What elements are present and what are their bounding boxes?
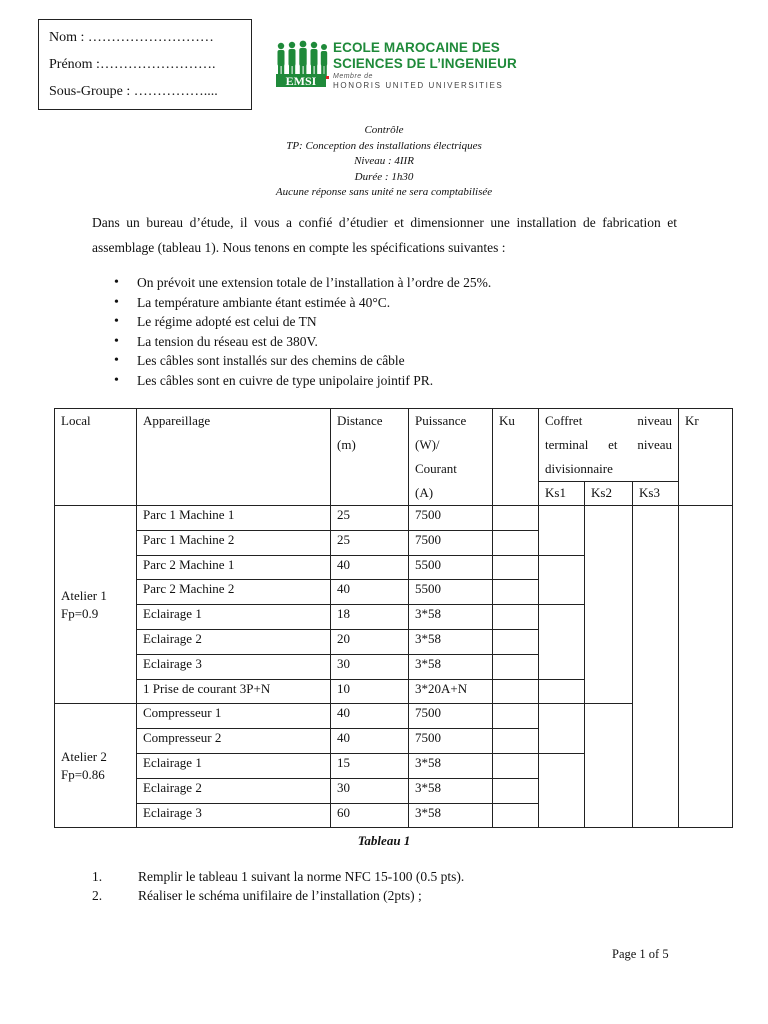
atelier2-cell [55,704,137,828]
puissance-cell: 3*58 [409,778,493,803]
appareillage-cell: 1 Prise de courant 3P+N [137,679,331,704]
ks1-cell[interactable] [539,506,585,556]
appareillage-cell: Compresseur 2 [137,729,331,754]
puissance-cell: 5500 [409,555,493,580]
list-item: • Les câbles sont installés sur des chemins de câble [110,351,491,371]
puissance-cell: 3*58 [409,753,493,778]
puissance-cell: 3*20A+N [409,679,493,704]
puissance-cell: 5500 [409,580,493,605]
emsi-logo [274,40,330,88]
nom-field[interactable]: Nom : ……………………… [49,30,214,45]
installation-table [54,408,733,828]
atelier1-name: Atelier 1 [61,587,107,603]
header-appareillage: Appareillage [137,409,331,506]
header-ku: Ku [493,409,539,506]
student-id-box [38,19,252,110]
header-ks2: Ks2 [585,482,633,506]
ku-cell[interactable] [493,679,539,704]
ks1-cell[interactable] [539,679,585,704]
ks2-cell[interactable] [585,704,633,828]
distance-cell: 18 [331,605,409,630]
ks3-cell[interactable] [633,506,679,828]
sous-groupe-field[interactable]: Sous-Groupe : …………….... [49,84,218,99]
appareillage-cell: Eclairage 1 [137,753,331,778]
intro-paragraph: Dans un bureau d’étude, il vous a confié d’étudier et dimensionner une installation de fabrication et assemblage (tableau 1). Nous tenons en compte les spécifications suivantes : [92,215,677,255]
ku-cell[interactable] [493,803,539,828]
header-distance [331,409,409,506]
appareillage-cell: Eclairage 2 [137,629,331,654]
distance-cell: 30 [331,654,409,679]
member-label: Membre de [333,73,373,80]
ku-cell[interactable] [493,654,539,679]
question-1 [92,867,464,887]
table-caption: Tableau 1 [357,833,411,848]
header-coffret [539,409,679,482]
ku-cell[interactable] [493,530,539,555]
prenom-field[interactable]: Prénom :……………………. [49,57,216,72]
distance-cell: 10 [331,679,409,704]
header-ks3: Ks3 [633,482,679,506]
exam-duration: Durée : 1h30 [354,170,414,183]
header-puissance-line4: (A) [415,485,434,500]
ku-cell[interactable] [493,729,539,754]
puissance-cell: 3*58 [409,629,493,654]
exam-subject: TP: Conception des installations électriques [286,139,482,152]
header-distance-line1: Distance [337,413,383,428]
ks1-cell[interactable] [539,605,585,679]
distance-cell: 30 [331,778,409,803]
ku-cell[interactable] [493,753,539,778]
question-number: 1. [92,869,103,884]
ku-cell[interactable] [493,555,539,580]
question-number: 2. [92,888,103,903]
header-coffret-line2: terminal et niveau [545,437,672,452]
atelier1-cell [55,506,137,704]
appareillage-cell: Parc 2 Machine 1 [137,555,331,580]
header-local: Local [55,409,137,506]
header-coffret-line1: Coffret niveau [545,413,672,428]
school-name [333,40,517,91]
appareillage-cell: Parc 1 Machine 2 [137,530,331,555]
appareillage-cell: Eclairage 1 [137,605,331,630]
distance-cell: 40 [331,580,409,605]
table-row [55,506,733,531]
page-number: Page 1 of 5 [612,947,669,961]
atelier1-fp: Fp=0.9 [61,605,99,621]
list-item: • La tension du réseau est de 380V. [110,332,491,352]
appareillage-cell: Eclairage 3 [137,803,331,828]
ku-cell[interactable] [493,704,539,729]
puissance-cell: 7500 [409,704,493,729]
header-puissance-line1: Puissance [415,413,467,428]
list-item: • Les câbles sont en cuivre de type unipolaire jointif PR. [110,371,491,391]
header-puissance-line3: Courant [415,461,457,476]
header-ks1: Ks1 [539,482,585,506]
appareillage-cell: Eclairage 3 [137,654,331,679]
list-item: • Le régime adopté est celui de TN [110,312,491,332]
ku-cell[interactable] [493,605,539,630]
distance-cell: 40 [331,704,409,729]
ku-cell[interactable] [493,580,539,605]
distance-cell: 25 [331,506,409,531]
puissance-cell: 3*58 [409,654,493,679]
kr-cell[interactable] [679,506,733,828]
appareillage-cell: Parc 2 Machine 2 [137,580,331,605]
header-puissance-line2: (W)/ [415,437,440,452]
appareillage-cell: Parc 1 Machine 1 [137,506,331,531]
puissance-cell: 7500 [409,530,493,555]
header-kr: Kr [679,409,733,506]
distance-cell: 15 [331,753,409,778]
appareillage-cell: Eclairage 2 [137,778,331,803]
emsi-logo-label: EMSI [285,74,317,88]
question-text: Remplir le tableau 1 suivant la norme NFC 15-100 (0.5 pts). [138,869,465,884]
school-name-line1: ECOLE MAROCAINE DES [333,40,500,55]
question-2 [92,886,422,906]
ks1-cell[interactable] [539,704,585,754]
distance-cell: 40 [331,555,409,580]
list-item: • La température ambiante étant estimée à 40°C. [110,293,491,313]
distance-cell: 40 [331,729,409,754]
header-coffret-line3: divisionnaire [545,461,613,476]
list-item: • On prévoit une extension totale de l’installation à l’ordre de 25%. [110,273,491,293]
distance-cell: 20 [331,629,409,654]
school-name-line2: SCIENCES DE L’INGENIEUR [333,56,517,71]
ku-cell[interactable] [493,778,539,803]
emsi-logo-figures-icon [274,40,330,88]
ks1-cell[interactable] [539,555,585,605]
honoris-label: HONORIS UNITED UNIVERSITIES [333,81,504,90]
ks1-cell[interactable] [539,753,585,827]
exam-level: Niveau : 4IIR [354,155,414,167]
exam-header [0,123,768,201]
ku-cell[interactable] [493,629,539,654]
header-distance-line2: (m) [337,437,356,452]
question-text: Réaliser le schéma unifilaire de l’installation (2pts) ; [138,888,422,903]
puissance-cell: 3*58 [409,605,493,630]
puissance-cell: 3*58 [409,803,493,828]
atelier2-fp: Fp=0.86 [61,766,105,782]
puissance-cell: 7500 [409,506,493,531]
ks2-cell[interactable] [585,506,633,704]
exam-type: Contrôle [364,124,404,136]
exam-note: Aucune réponse sans unité ne sera comptabilisée [275,186,493,198]
distance-cell: 60 [331,803,409,828]
puissance-cell: 7500 [409,729,493,754]
atelier2-name: Atelier 2 [61,748,107,764]
distance-cell: 25 [331,530,409,555]
specifications-list [110,273,491,391]
ku-cell[interactable] [493,506,539,531]
table-row [55,704,733,729]
appareillage-cell: Compresseur 1 [137,704,331,729]
header-puissance [409,409,493,506]
